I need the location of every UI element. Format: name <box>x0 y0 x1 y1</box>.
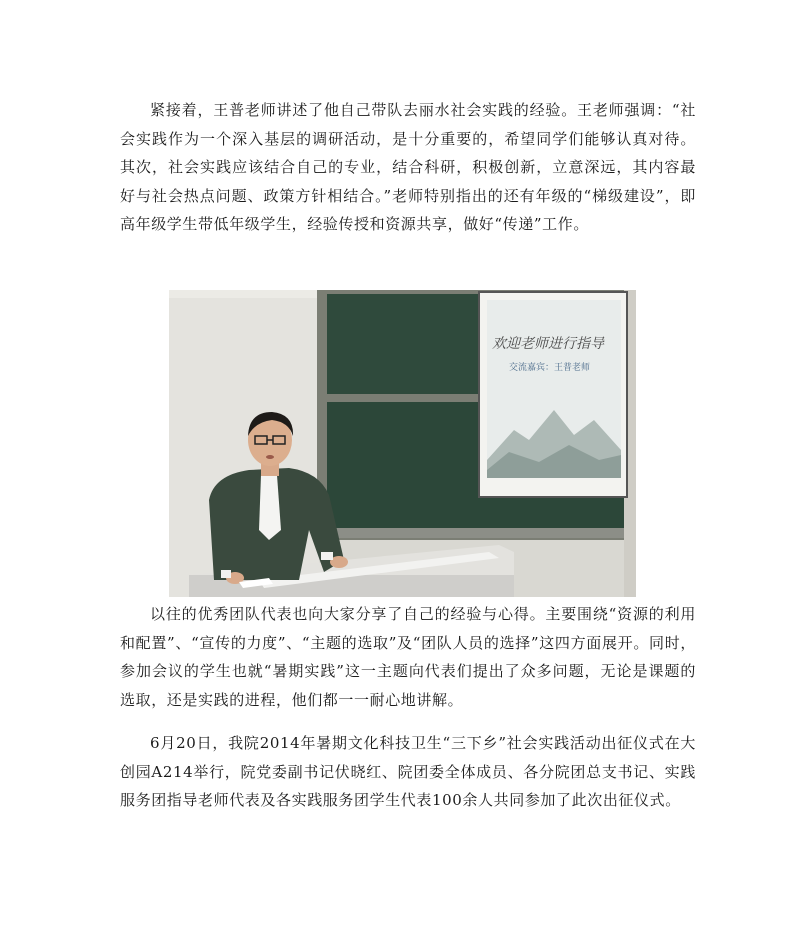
paragraph-3: 6月20日，我院2014年暑期文化科技卫生“三下乡”社会实践活动出征仪式在大创园A214举行，院党委副书记伏晓红、院团委全体成员、各分院团总支书记、实践服务团指导老师代表及各实践服务团学生代表100余人共同参加了此次出征仪式。 <box>120 734 696 810</box>
paragraph-2: 以往的优秀团队代表也向大家分享了自己的经验与心得。主要围绕“资源的利用和配置”、“宣传的力度”、“主题的选取”及“团队人员的选择”这四方面展开。同时，参加会议的学生也就“暑期实践”这一主题向代表们提出了众多问题，无论是课题的选取，还是实践的进程，他们都一一耐心地讲解。 <box>120 605 696 709</box>
lecture-photo <box>169 290 636 597</box>
paragraph-1: 紧接着，王普老师讲述了他自己带队去丽水社会实践的经验。王老师强调：“社会实践作为一个深入基层的调研活动，是十分重要的，希望同学们能够认真对待。其次，社会实践应该结合自己的专业，结合科研，积极创新，立意深远，其内容最好与社会热点问题、政策方针相结合。”老师特别指出的还有年级的“梯级建设”，即高年级学生带低年级学生，经验传授和资源共享，做好“传递”工作。 <box>120 101 696 234</box>
slide-title: 欢迎老师进行指导 <box>492 336 604 352</box>
slide-subtitle: 交流嘉宾：王普老师 <box>509 363 591 373</box>
